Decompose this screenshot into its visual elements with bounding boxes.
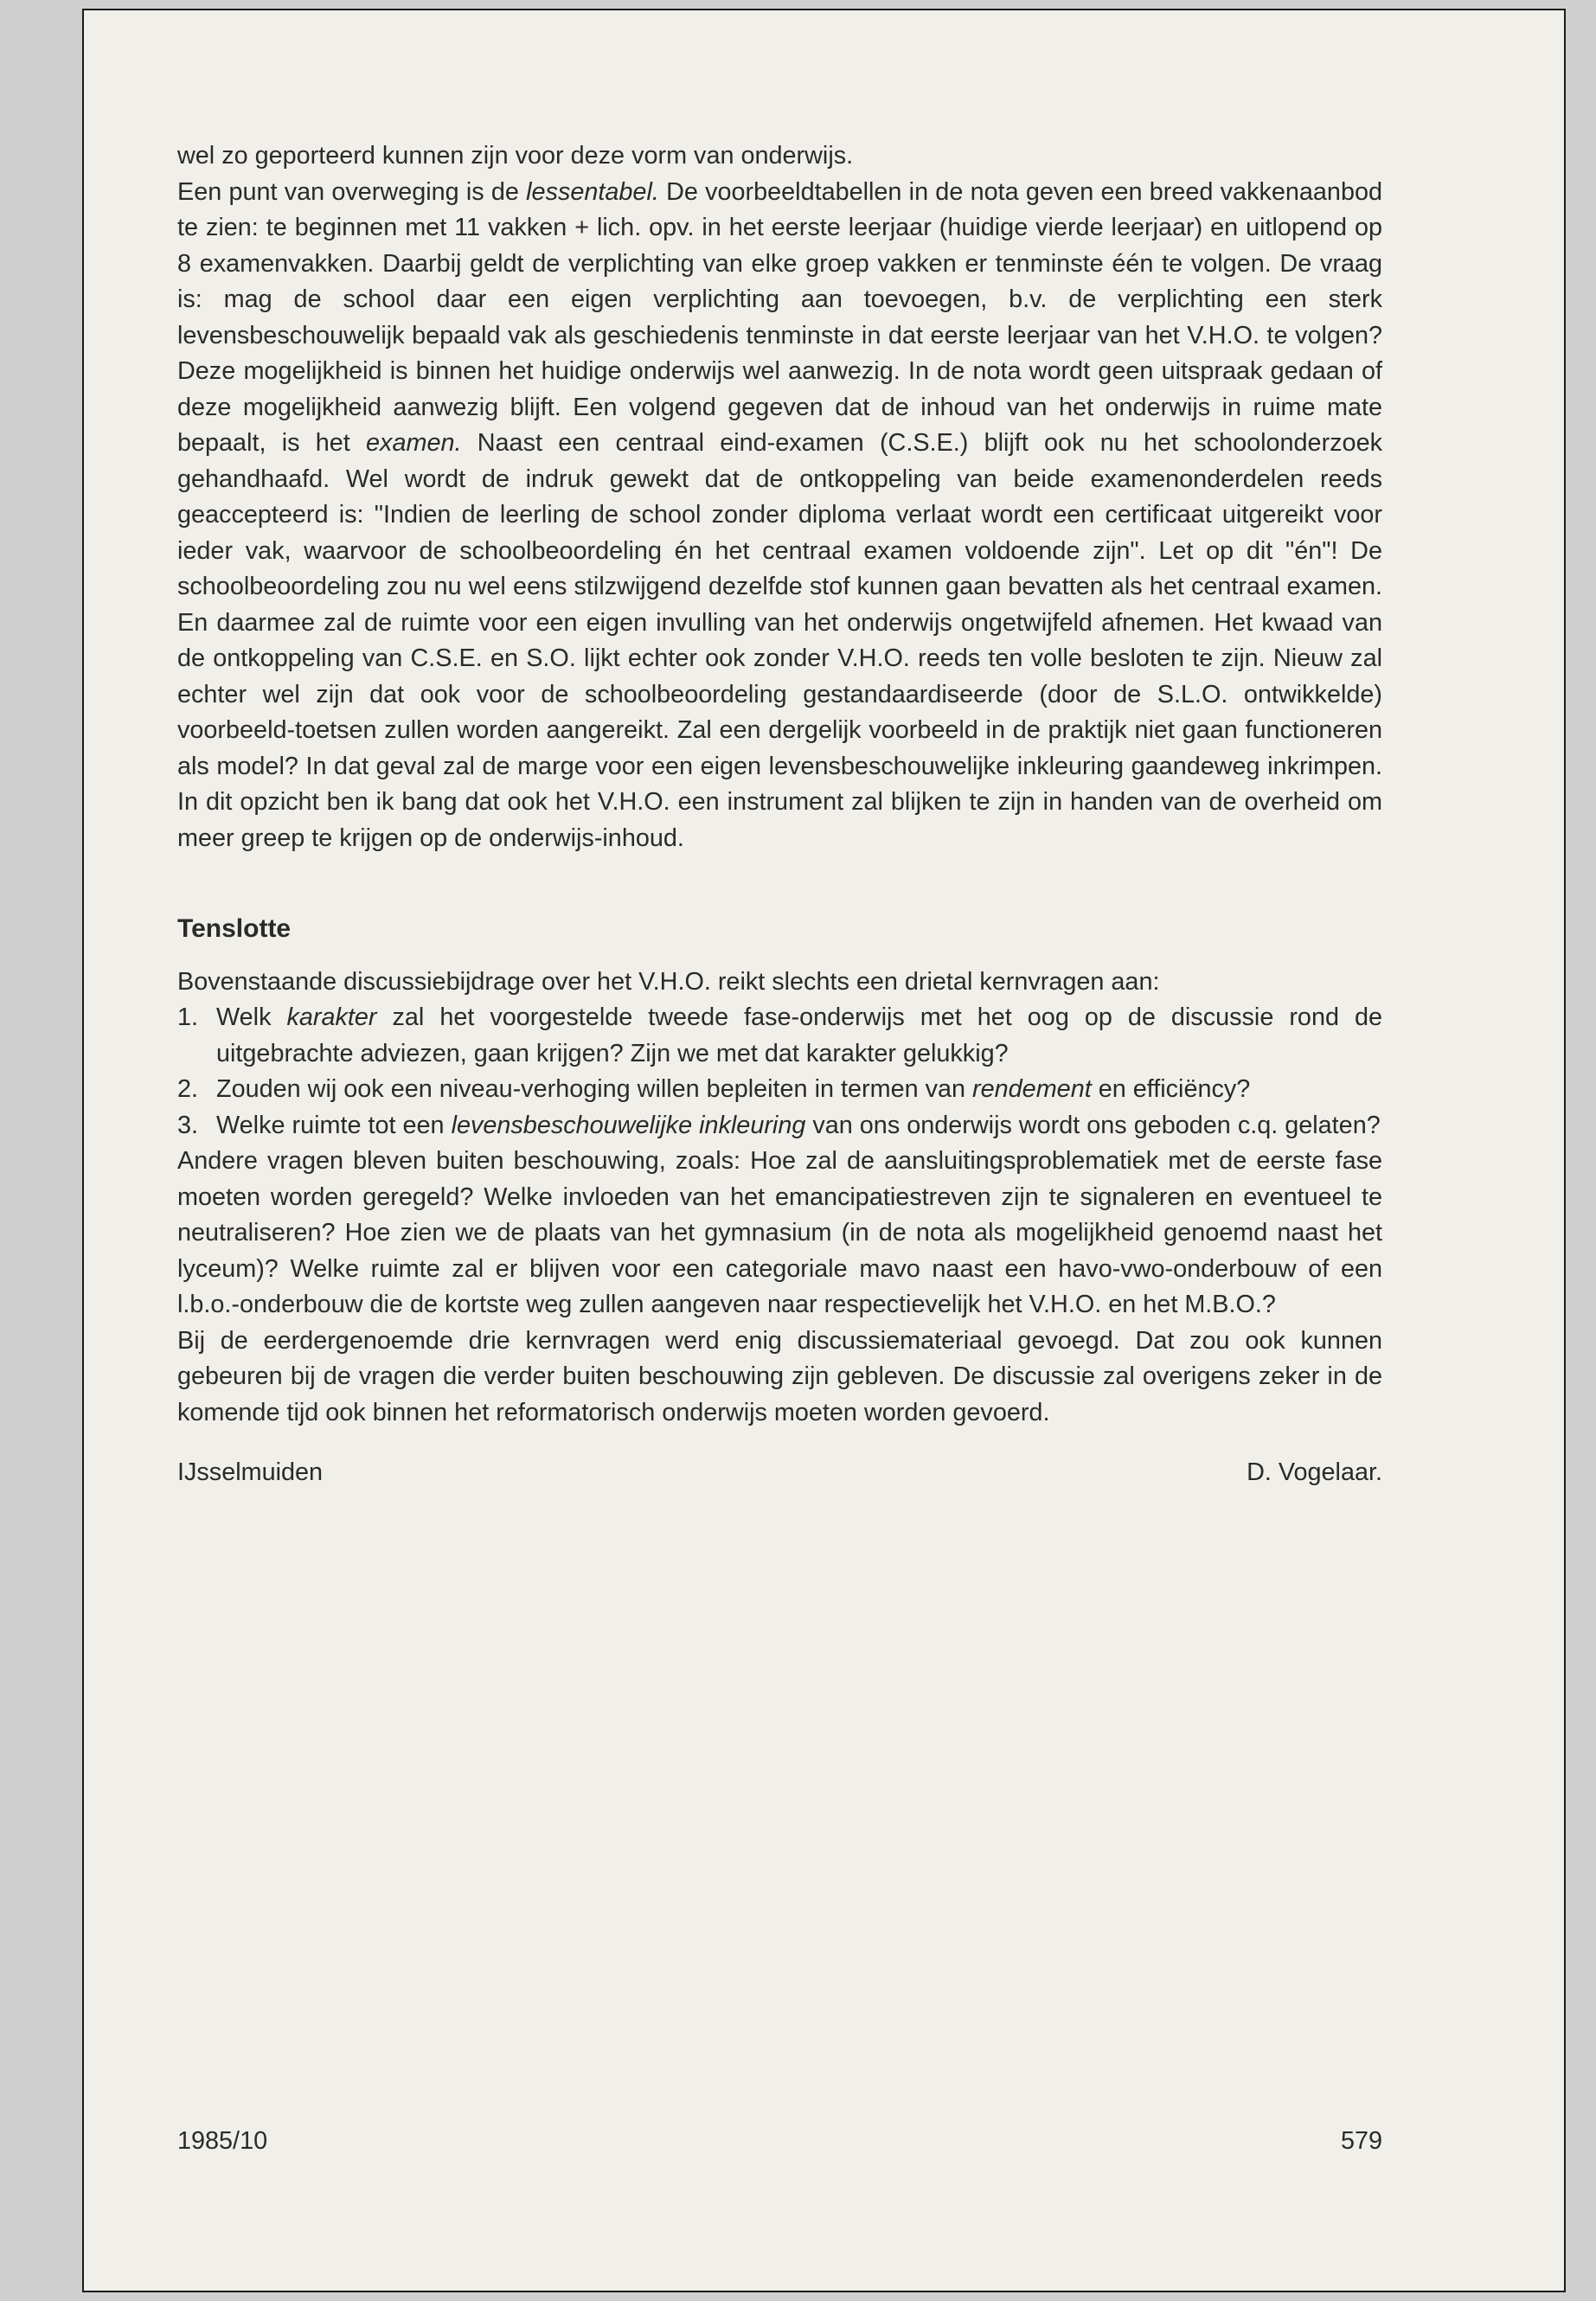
- text-run: Welk: [216, 1003, 287, 1031]
- paragraph-lessentabel: [177, 175, 1382, 857]
- section-intro: Bovenstaande discussiebijdrage over het V.H.O. reikt slechts een drietal kernvragen aan:: [177, 967, 1160, 996]
- list-item: [177, 1000, 1382, 1072]
- issue-number: 1985/10: [177, 2127, 268, 2155]
- text-run: Naast een centraal eind-examen (C.S.E.) blijft ook nu het schoolonderzoek gehandhaafd. Wel wordt de indruk gewekt dat de ontkoppeling van beide examenonderdelen reeds geaccepteerd is: "Indien de leerling de school zonder diploma verlaat wordt een certificaat uitgereikt voor ieder vak, waarvoor de schoolbeoordeling én het centraal examen voldoende zijn". Let op dit "én"! De schoolbeoordeling zou nu wel eens stilzwijgend dezelfde stof kunnen gaan bevatten als het centraal examen. En daarmee zal de ruimte voor een eigen invulling van het onderwijs ongetwijfeld afnemen. Het kwaad van de ontkoppeling van C.S.E. en S.O. lijkt echter ook zonder V.H.O. reeds ten volle besloten te zijn. Nieuw zal echter wel zijn dat ook voor de schoolbeoordeling gestandaardiseerde (door de S.L.O. ontwikkelde) voorbeeld-toetsen zullen worden aangereikt. Zal een dergelijk voorbeeld in de praktijk niet gaan functioneren als model? In dat geval zal de marge voor een eigen levensbeschouwelijke inkleuring gaandeweg inkrimpen. In dit opzicht ben ik bang dat ook het V.H.O. een instrument zal blijken te zijn in handen van de overheid om meer greep te krijgen op de onderwijs-inhoud.: [177, 429, 1382, 852]
- text-run: zal het voorgestelde tweede fase-onderwijs met het oog op de discussie rond de uitgebrachte adviezen, gaan krijgen? Zijn we met dat karakter gelukkig?: [216, 1003, 1382, 1067]
- document-page: [82, 9, 1566, 2292]
- emphasis: rendement: [972, 1075, 1092, 1103]
- emphasis: karakter: [286, 1003, 377, 1031]
- signature-place: IJsselmuiden: [177, 1458, 324, 1486]
- list-item: [177, 1072, 1382, 1108]
- signature-line: [177, 1455, 1382, 1491]
- section-heading: Tenslotte: [177, 914, 292, 943]
- text-run: van ons onderwijs wordt ons geboden c.q. gelaten?: [805, 1111, 1381, 1139]
- page-number: 579: [1340, 2127, 1382, 2155]
- signature-author: D. Vogelaar.: [1247, 1458, 1382, 1486]
- list-number: 1.: [177, 1003, 199, 1031]
- list-number: 2.: [177, 1075, 199, 1103]
- text-run: Welke ruimte tot een: [216, 1111, 452, 1139]
- paragraph-continuation: wel zo geporteerd kunnen zijn voor deze vorm van onderwijs.: [177, 142, 854, 170]
- body-text: [177, 138, 1382, 1491]
- text-run: Een punt van overweging is de: [177, 177, 527, 206]
- paragraph-other-questions: Andere vragen bleven buiten beschouwing, zoals: Hoe zal de aansluitingsproblematiek met de eerste fase moeten worden geregeld? Welke invloeden van het emancipatiestreven zijn te signaleren en eventueel te neutraliseren? Hoe zien we de plaats van het gymnasium (in de nota als mogelijkheid genoemd naast het lyceum)? Welke ruimte zal er blijven voor een categoriale mavo naast een havo-vwo-onderbouw of een l.b.o.-onderbouw die de kortste weg zullen aangeven naar respectievelijk het V.H.O. en het M.B.O.?: [177, 1147, 1382, 1318]
- list-number: 3.: [177, 1111, 199, 1139]
- page-footer: [177, 2124, 1382, 2158]
- text-run: Zouden wij ook een niveau-verhoging willen bepleiten in termen van: [216, 1075, 973, 1103]
- emphasis: levensbeschouwelijke inkleuring: [451, 1111, 806, 1139]
- question-list: [177, 1000, 1382, 1144]
- paragraph-closing: Bij de eerdergenoemde drie kernvragen werd enig discussiemateriaal gevoegd. Dat zou ook kunnen gebeuren bij de vragen die verder buiten beschouwing zijn gebleven. De discussie zal overigens zeker in de komende tijd ook binnen het reformatorisch onderwijs moeten worden gevoerd.: [177, 1326, 1382, 1426]
- text-run: en efficiëncy?: [1091, 1075, 1251, 1103]
- emphasis-examen: examen.: [366, 429, 462, 457]
- text-run: De voorbeeldtabellen in de nota geven een breed vakkenaanbod te zien: te beginnen met 11 vakken + lich. opv. in het eerste leerjaar (huidige vierde leerjaar) en uitlopend op 8 examenvakken. Daarbij geldt de verplichting van elke groep vakken er tenminste één te volgen. De vraag is: mag de school daar een eigen verplichting aan toevoegen, b.v. de verplichting een sterk levensbeschouwelijk bepaald vak als geschiedenis tenminste in dat eerste leerjaar van het V.H.O. te volgen? Deze mogelijkheid is binnen het huidige onderwijs wel aanwezig. In de nota wordt geen uitspraak gedaan of deze mogelijkheid aanwezig blijft. Een volgend gegeven dat de inhoud van het onderwijs in ruime mate bepaalt, is het: [177, 177, 1382, 457]
- emphasis-lessentabel: lessentabel.: [526, 177, 659, 206]
- list-item: [177, 1108, 1382, 1144]
